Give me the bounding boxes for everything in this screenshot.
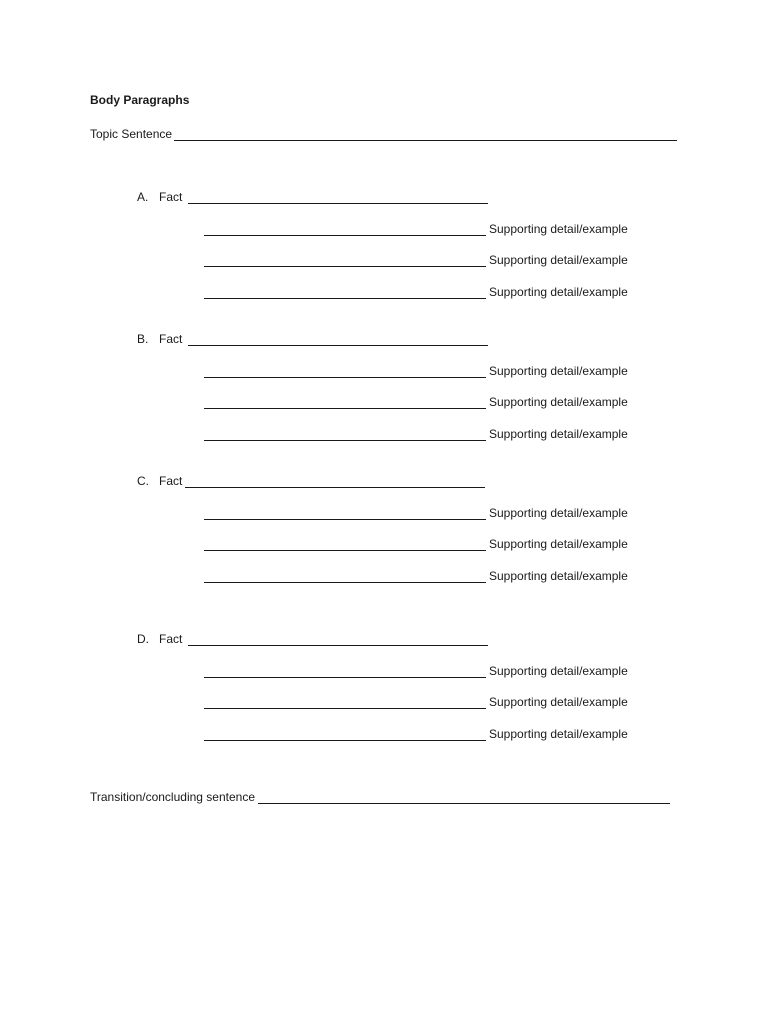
fact-row-b <box>137 330 488 346</box>
detail-blank[interactable] <box>204 506 486 520</box>
detail-label: Supporting detail/example <box>489 664 628 678</box>
topic-sentence-blank[interactable] <box>174 127 677 141</box>
detail-row <box>204 251 628 267</box>
section-letter: A. <box>137 190 149 204</box>
detail-blank[interactable] <box>204 664 486 678</box>
detail-row <box>204 393 628 409</box>
detail-label: Supporting detail/example <box>489 395 628 409</box>
detail-blank[interactable] <box>204 537 486 551</box>
detail-label: Supporting detail/example <box>489 537 628 551</box>
topic-sentence-label: Topic Sentence <box>90 127 173 141</box>
detail-row <box>204 567 628 583</box>
page-title: Body Paragraphs <box>90 93 190 107</box>
fact-row-c <box>137 472 485 488</box>
fact-blank[interactable] <box>188 632 488 646</box>
detail-row <box>204 362 628 378</box>
detail-label: Supporting detail/example <box>489 285 628 299</box>
fact-blank[interactable] <box>185 474 485 488</box>
detail-blank[interactable] <box>204 222 486 236</box>
detail-label: Supporting detail/example <box>489 506 628 520</box>
detail-row <box>204 535 628 551</box>
detail-blank[interactable] <box>204 427 486 441</box>
detail-label: Supporting detail/example <box>489 364 628 378</box>
detail-row <box>204 283 628 299</box>
detail-row <box>204 725 628 741</box>
detail-blank[interactable] <box>204 253 486 267</box>
detail-label: Supporting detail/example <box>489 727 628 741</box>
concluding-sentence-row <box>90 788 670 804</box>
section-letter: D. <box>137 632 149 646</box>
concluding-sentence-blank[interactable] <box>258 790 670 804</box>
detail-blank[interactable] <box>204 395 486 409</box>
fact-label: Fact <box>159 332 183 346</box>
detail-blank[interactable] <box>204 569 486 583</box>
detail-blank[interactable] <box>204 285 486 299</box>
section-letter: C. <box>137 474 149 488</box>
detail-label: Supporting detail/example <box>489 569 628 583</box>
detail-blank[interactable] <box>204 695 486 709</box>
detail-blank[interactable] <box>204 727 486 741</box>
detail-row <box>204 220 628 236</box>
concluding-sentence-label: Transition/concluding sentence <box>90 790 255 804</box>
detail-blank[interactable] <box>204 364 486 378</box>
section-letter: B. <box>137 332 149 346</box>
fact-label: Fact <box>159 474 183 488</box>
detail-label: Supporting detail/example <box>489 695 628 709</box>
detail-row <box>204 662 628 678</box>
detail-label: Supporting detail/example <box>489 222 628 236</box>
detail-row <box>204 425 628 441</box>
topic-sentence-row <box>90 125 677 141</box>
fact-blank[interactable] <box>188 190 488 204</box>
detail-row <box>204 693 628 709</box>
detail-label: Supporting detail/example <box>489 427 628 441</box>
fact-row-a <box>137 188 488 204</box>
detail-label: Supporting detail/example <box>489 253 628 267</box>
detail-row <box>204 504 628 520</box>
fact-row-d <box>137 630 488 646</box>
fact-label: Fact <box>159 190 183 204</box>
fact-label: Fact <box>159 632 183 646</box>
fact-blank[interactable] <box>188 332 488 346</box>
